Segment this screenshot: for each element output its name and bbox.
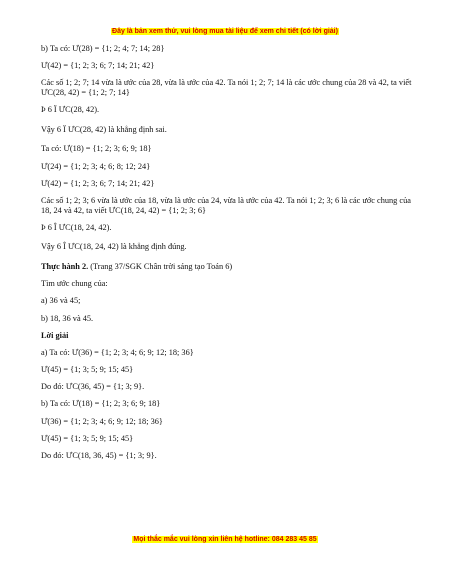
text-line: Ư(45) = {1; 3; 5; 9; 15; 45} <box>41 365 134 375</box>
preview-notice-banner <box>0 28 450 35</box>
practice-heading: Thực hành 2. <box>41 261 89 271</box>
practice-source: (Trang 37/SGK Chân trời sáng tạo Toán 6) <box>90 261 233 271</box>
document-body <box>41 44 413 468</box>
text-line: Tìm ước chung của: <box>41 279 108 289</box>
hotline-banner <box>0 536 450 543</box>
text-line: Vậy 6 Ï ƯC(28, 42) là khẳng định sai. <box>41 124 167 134</box>
text-line: Do đó: ƯC(18, 36, 45) = {1; 3; 9}. <box>41 451 157 460</box>
text-paragraph: Các số 1; 2; 7; 14 vừa là ước của 28, vừa là ước của 42. Ta nói 1; 2; 7; 14 là các ước chung của 28 và 42, ta viết ƯC(28, 42) = {1; 2; 7; 14} <box>41 78 412 98</box>
text-line: Vậy 6 Î ƯC(18, 24, 42) là khẳng định đúng. <box>41 242 187 252</box>
text-line: Ư(36) = {1; 2; 3; 4; 6; 9; 12; 18; 36} <box>41 416 163 426</box>
text-line: Ư(42) = {1; 2; 3; 6; 7; 14; 21; 42} <box>41 61 155 71</box>
practice-title <box>41 262 413 272</box>
text-line: b) Ta có: Ư(28) = {1; 2; 4; 7; 14; 28} <box>41 44 165 53</box>
hotline-text: Mọi thắc mắc vui lòng xin liên hệ hotline: 084 283 45 85 <box>133 536 317 543</box>
text-line: Ư(45) = {1; 3; 5; 9; 15; 45} <box>41 433 134 443</box>
text-line: a) Ta có: Ư(36) = {1; 2; 3; 4; 6; 9; 12; 18; 36} <box>41 347 194 357</box>
text-line: Ta có: Ư(18) = {1; 2; 3; 6; 9; 18} <box>41 144 152 154</box>
text-line: Ư(24) = {1; 2; 3; 4; 6; 8; 12; 24} <box>41 161 151 171</box>
solution-heading: Lời giải <box>41 330 69 340</box>
text-line: Þ 6 Ï ƯC(28, 42). <box>41 105 100 115</box>
text-line: a) 36 và 45; <box>41 296 81 306</box>
text-line: Þ 6 Î ƯC(18, 24, 42). <box>41 222 112 232</box>
text-line: b) Ta có: Ư(18) = {1; 2; 3; 6; 9; 18} <box>41 399 161 409</box>
text-line: b) 18, 36 và 45. <box>41 313 94 323</box>
preview-notice-text: Đây là bản xem thử, vui lòng mua tài liệu để xem chi tiết (có lời giải) <box>112 28 338 35</box>
text-line: Do đó: ƯC(36, 45) = {1; 3; 9}. <box>41 382 145 392</box>
text-paragraph: Các số 1; 2; 3; 6 vừa là ước của 18, vừa là ước của 24, vừa là ước của 42. Ta nói 1; 2; 3; 6 là các ước chung của 18, 24 và 42, ta viết ƯC(18, 24, 42) = {1; 2; 3; 6} <box>41 195 411 215</box>
text-line: Ư(42) = {1; 2; 3; 6; 7; 14; 21; 42} <box>41 178 155 188</box>
